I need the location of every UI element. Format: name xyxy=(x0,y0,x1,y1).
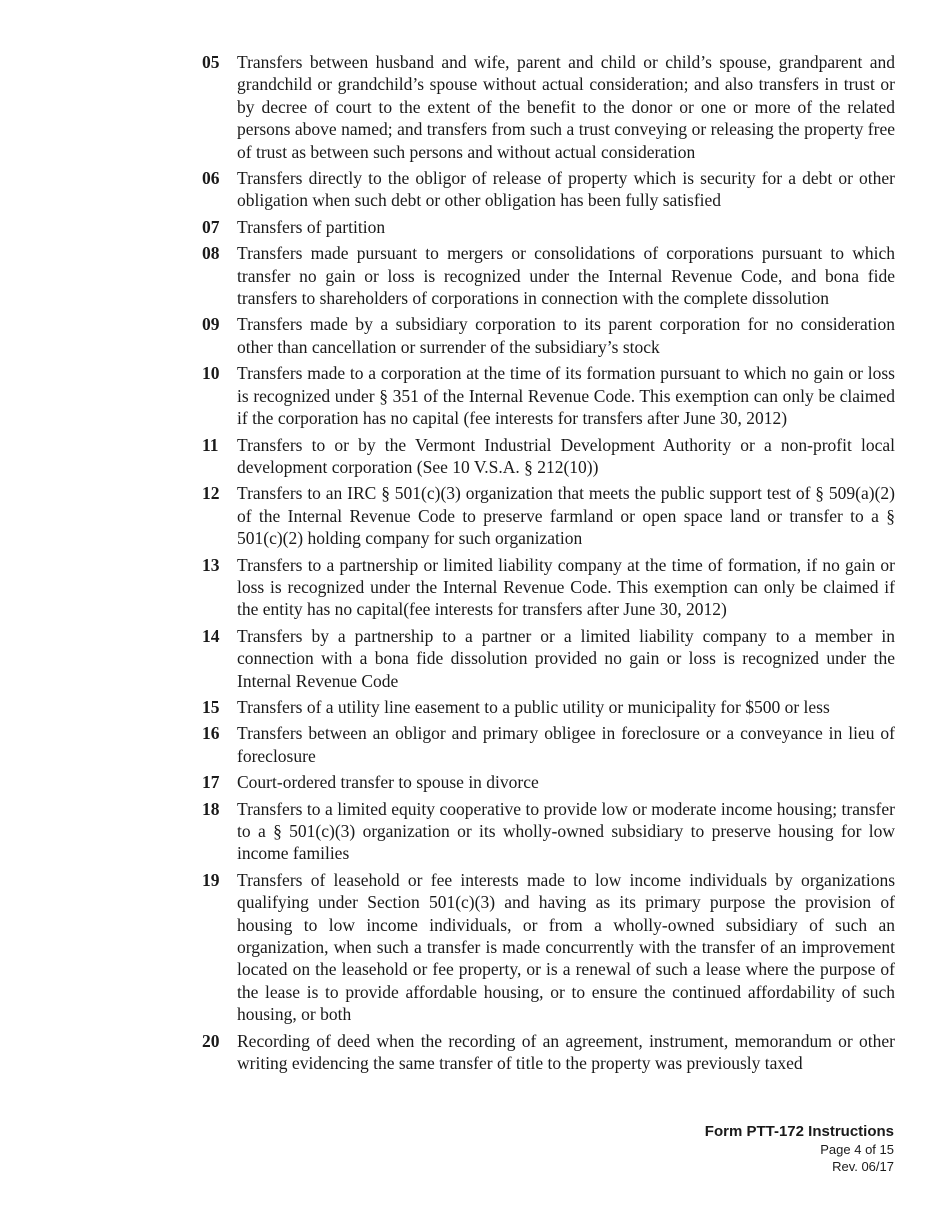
revision-date: Rev. 06/17 xyxy=(832,1159,894,1174)
exemption-description: Transfers made to a corporation at the time of its formation pursuant to which no gain or loss is recognized under § 351 of the Internal Revenue Code. This exemption can only be claimed if the corporation has no capital (fee interests for transfers after June 30, 2012) xyxy=(237,363,895,429)
exemption-description: Transfers by a partnership to a partner or a limited liability company to a member in connection with a bona fide dissolution provided no gain or loss is recognized under the Internal Revenue Code xyxy=(237,625,895,691)
exemption-code: 05 xyxy=(202,52,220,72)
exemption-description: Transfers made by a subsidiary corporation to its parent corporation for no consideration other than cancellation or surrender of the subsidiary’s stock xyxy=(237,314,895,357)
exemption-code: 06 xyxy=(202,168,220,189)
page-number: Page 4 of 15 xyxy=(820,1142,894,1157)
exemption-code: 20 xyxy=(202,1030,220,1051)
exemption-code: 15 xyxy=(202,696,220,717)
list-item xyxy=(202,362,895,429)
list-item xyxy=(202,869,895,1026)
exemption-code: 09 xyxy=(202,314,220,335)
list-item xyxy=(202,625,895,692)
list-item xyxy=(202,242,895,309)
list-item xyxy=(202,167,895,212)
exemption-description: Transfers between an obligor and primary obligee in foreclosure or a conveyance in lieu of foreclosure xyxy=(237,723,895,766)
list-item xyxy=(202,482,895,549)
exemption-code: 12 xyxy=(202,483,220,504)
exemption-code: 10 xyxy=(202,363,220,384)
exemption-description: Transfers of leasehold or fee interests made to low income individuals by organizations qualifying under Section 501(c)(3) and having as its primary purpose the provision of housing to low income individuals, or from a wholly-owned subsidiary of such an organization, when such a transfer is made concurrently with the transfer of an improvement located on the leasehold or fee property, or is a renewal of such a lease where the purpose of the lease is to provide affordable housing, or to ensure the continued affordability of such housing, or both xyxy=(237,869,895,1025)
exemption-description: Transfers of a utility line easement to a public utility or municipality for $500 or less xyxy=(237,696,830,717)
list-item xyxy=(202,1030,895,1075)
page-footer xyxy=(705,1122,894,1175)
list-item xyxy=(202,696,895,718)
list-item xyxy=(202,313,895,358)
exemption-description: Court-ordered transfer to spouse in divorce xyxy=(237,772,539,793)
list-item xyxy=(202,554,895,621)
list-item xyxy=(202,51,895,163)
exemption-description: Transfers of partition xyxy=(237,216,386,237)
exemption-description: Transfers to or by the Vermont Industrial Development Authority or a non-profit local development corporation (See 10 V.S.A. § 212(10)) xyxy=(237,434,895,477)
list-item xyxy=(202,434,895,479)
list-item xyxy=(202,798,895,865)
exemption-description: Transfers made pursuant to mergers or consolidations of corporations pursuant to which transfer no gain or loss is recognized under the Internal Revenue Code, and bona fide transfers to shareholders of corporations in connection with the complete dissolution xyxy=(237,243,895,309)
exemption-code: 18 xyxy=(202,798,220,819)
exemption-code: 17 xyxy=(202,772,220,793)
exemption-code: 07 xyxy=(202,216,220,237)
exemption-description: Transfers to a limited equity cooperative to provide low or moderate income housing; transfer to a § 501(c)(3) organization or its wholly-owned subsidiary to preserve housing for low income families xyxy=(237,798,895,864)
exemption-code: 11 xyxy=(202,434,219,455)
exemption-code: 16 xyxy=(202,723,220,744)
list-item xyxy=(202,216,895,238)
exemption-description: Transfers to a partnership or limited liability company at the time of formation, if no gain or loss is recognized under the Internal Revenue Code. This exemption can only be claimed if the entity has no capital(fee interests for transfers after June 30, 2012) xyxy=(237,554,895,620)
exemption-description: Transfers between husband and wife, parent and child or child’s spouse, grandparent and grandchild or grandchild’s spouse without actual consideration; and also transfers in trust or by decree of court to the extent of the benefit to the donor or one or more of the related persons above named; and transfers from such a trust conveying or releasing the property free of trust as between such persons and without actual consideration xyxy=(237,52,895,162)
form-title: Form PTT-172 Instructions xyxy=(704,1123,894,1140)
exemption-code: 14 xyxy=(202,625,220,646)
exemption-description: Transfers directly to the obligor of release of property which is security for a debt or other obligation when such debt or other obligation has been fully satisfied xyxy=(237,168,895,211)
exemption-code-list xyxy=(202,51,895,1078)
exemption-code: 13 xyxy=(202,554,220,575)
list-item xyxy=(202,722,895,767)
exemption-code: 08 xyxy=(202,243,220,264)
exemption-description: Recording of deed when the recording of an agreement, instrument, memorandum or other writing evidencing the same transfer of title to the property was previously taxed xyxy=(237,1030,895,1074)
exemption-description: Transfers to an IRC § 501(c)(3) organization that meets the public support test of § 509(a)(2) of the Internal Revenue Code to preserve farmland or open space land or transfer to a § 501(c)(2) holding company for such organization xyxy=(237,483,895,549)
exemption-code: 19 xyxy=(202,869,220,890)
list-item xyxy=(202,771,895,793)
